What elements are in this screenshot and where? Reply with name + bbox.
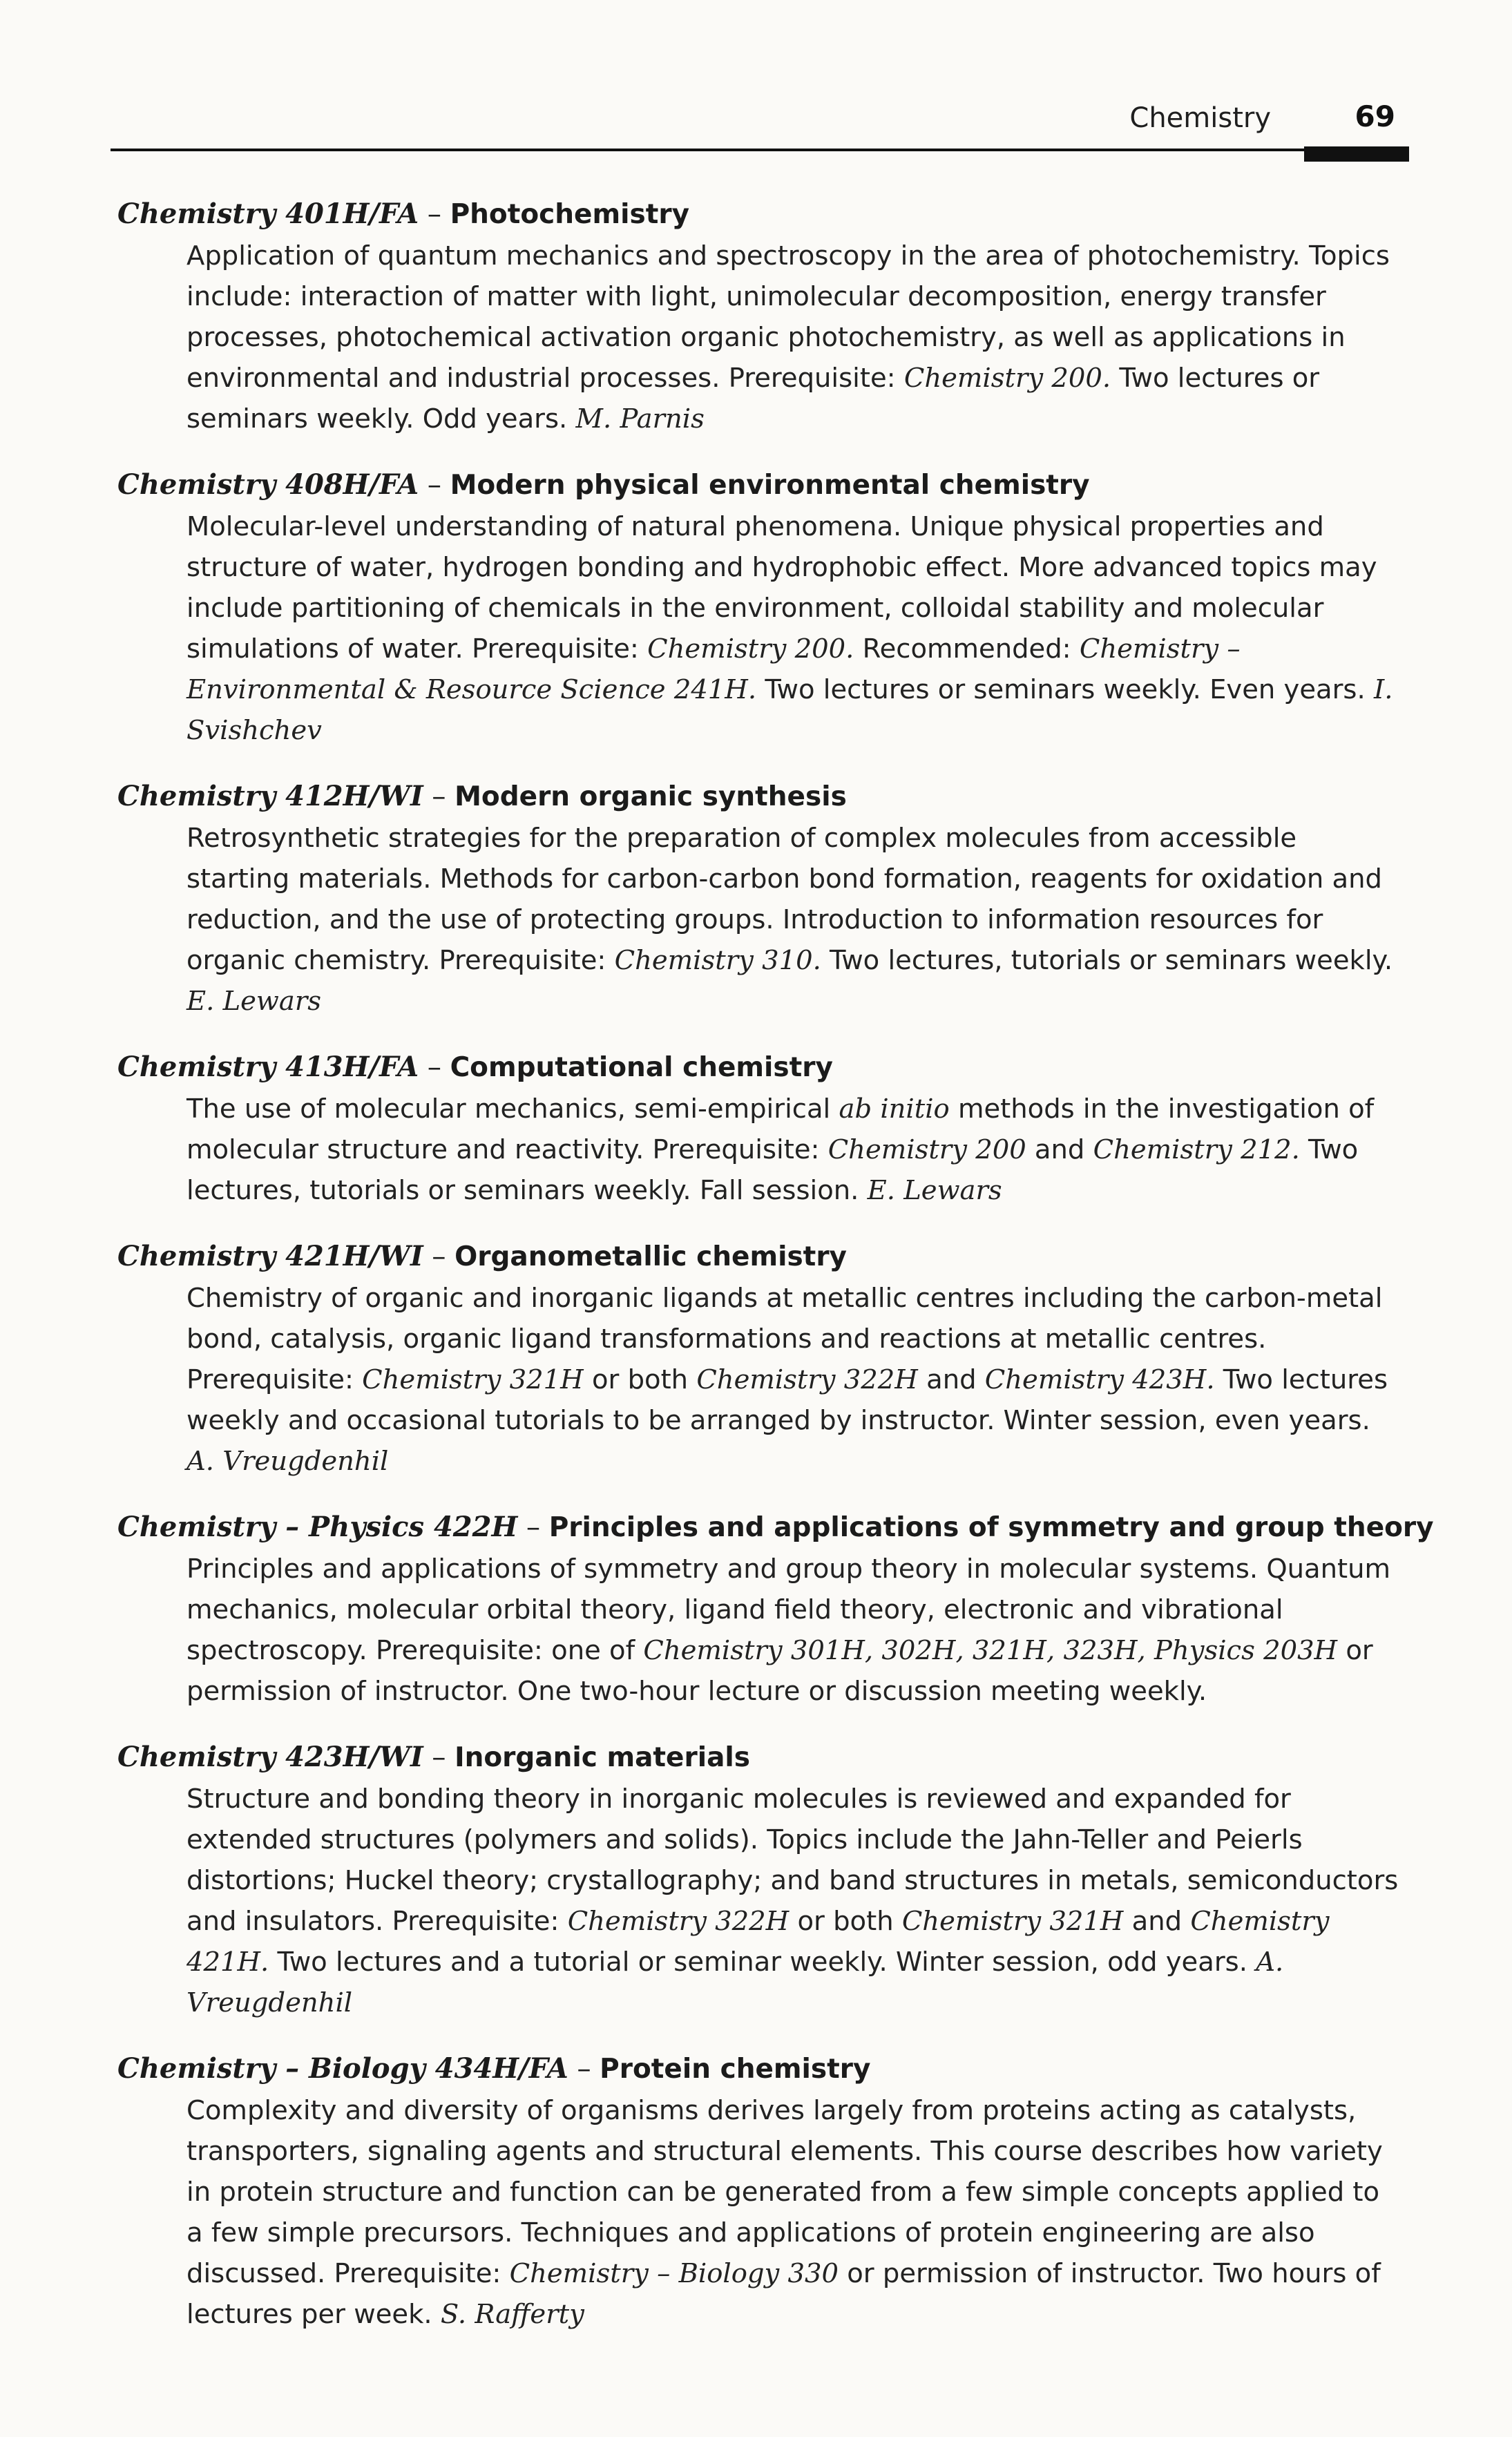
header-rule-tab	[1304, 146, 1409, 162]
course-entry	[117, 776, 1402, 1022]
course-code: Chemistry 423H/WI	[117, 1741, 423, 1773]
course-title: Modern physical environmental chemistry	[450, 470, 1090, 501]
course-title: Computational chemistry	[450, 1052, 833, 1083]
course-title: Modern organic synthesis	[454, 781, 847, 812]
description-text: and	[1026, 1134, 1093, 1165]
italic-reference: Chemistry 310.	[614, 945, 821, 976]
course-entry	[117, 1737, 1402, 2023]
course-description	[186, 1089, 1402, 1211]
course-title: Photochemistry	[450, 199, 689, 230]
italic-reference: Chemistry 321H	[362, 1364, 584, 1395]
course-entry	[117, 1047, 1402, 1211]
description-text: Two lectures weekly and occasional tutorials to be arranged by instructor. Winter session, even years.	[186, 1364, 1388, 1436]
italic-reference: Chemistry 301H, 302H, 321H, 323H, Physics 203H	[643, 1635, 1338, 1666]
course-description	[186, 818, 1402, 1022]
course-separator: –	[568, 2053, 600, 2085]
italic-reference: M. Parnis	[575, 403, 705, 434]
description-text: Two lectures and a tutorial or seminar weekly. Winter session, odd years.	[269, 1947, 1256, 1978]
description-text: Recommended:	[854, 633, 1080, 665]
course-heading	[117, 1507, 1434, 1549]
description-text: Two lectures or seminars weekly. Odd years.	[186, 363, 1320, 434]
course-entry	[117, 464, 1402, 751]
italic-reference: Chemistry – Environmental & Resource Science 241H.	[186, 633, 1241, 705]
course-entry	[117, 1507, 1434, 1712]
description-text: and	[917, 1364, 985, 1395]
description-text: Two lectures, tutorials or seminars weekly. Fall session.	[186, 1134, 1359, 1206]
italic-reference: Chemistry 421H.	[186, 1906, 1330, 1978]
course-title: Inorganic materials	[454, 1742, 751, 1773]
description-text: or permission of instructor. Two hours of lectures per week.	[186, 2258, 1381, 2330]
course-separator: –	[423, 1241, 455, 1272]
italic-reference: Chemistry 322H	[567, 1906, 790, 1937]
description-text: The use of molecular mechanics, semi-empirical	[186, 1093, 839, 1125]
course-entry	[117, 2048, 1402, 2335]
description-text: or permission of instructor. One two-hour lecture or discussion meeting weekly.	[186, 1635, 1373, 1707]
course-description	[186, 1549, 1402, 1712]
course-code: Chemistry – Biology 434H/FA	[117, 2052, 568, 2085]
description-text: Chemistry of organic and inorganic ligands at metallic centres including the carbon-metal bond, catalysis, organic ligand transformations and reactions at metallic centres. Prerequisite:	[186, 1283, 1383, 1395]
italic-reference: A. Vreugdenhil	[186, 1446, 389, 1477]
course-description	[186, 506, 1402, 751]
course-title: Protein chemistry	[600, 2054, 871, 2085]
description-text: Application of quantum mechanics and spectroscopy in the area of photochemistry. Topics include: interaction of matter with light, unimolecular decomposition, energy transfer processes, photochemical activation organic photochemistry, as well as applications in environmental and industrial processes. Prerequisite:	[186, 240, 1390, 394]
course-list	[117, 193, 1434, 2360]
course-code: Chemistry 412H/WI	[117, 780, 423, 812]
course-title: Principles and applications of symmetry and group theory	[548, 1512, 1434, 1543]
course-code: Chemistry 408H/FA	[117, 468, 419, 501]
course-heading	[117, 776, 1402, 818]
description-text: or both	[583, 1364, 697, 1395]
course-title: Organometallic chemistry	[454, 1241, 847, 1272]
course-entry	[117, 193, 1402, 439]
course-description	[186, 1779, 1402, 2023]
course-description	[186, 1278, 1402, 1482]
header-rule	[111, 149, 1409, 151]
description-text: Complexity and diversity of organisms derives largely from proteins acting as catalysts, transporters, signaling agents and structural elements. This course describes how variety in protein structure and function can be generated from a few simple concepts applied to a few simple precursors. Techniques and applications of protein engineering are also discussed. Prerequisite:	[186, 2095, 1383, 2289]
italic-reference: Chemistry – Biology 330	[509, 2258, 839, 2289]
italic-reference: ab initio	[839, 1093, 950, 1125]
italic-reference: A. Vreugdenhil	[186, 1947, 1284, 2018]
course-heading	[117, 1737, 1402, 1779]
italic-reference: Chemistry 321H	[901, 1906, 1124, 1937]
description-text: Two lectures or seminars weekly. Even years.	[756, 674, 1374, 705]
description-text: and	[1123, 1906, 1191, 1937]
course-code: Chemistry 421H/WI	[117, 1240, 423, 1272]
description-text: or both	[789, 1906, 902, 1937]
course-heading	[117, 464, 1402, 506]
course-code: Chemistry – Physics 422H	[117, 1511, 518, 1543]
italic-reference: I. Svishchev	[186, 674, 1393, 746]
italic-reference: S. Rafferty	[440, 2299, 584, 2330]
description-text: Structure and bonding theory in inorganic molecules is reviewed and expanded for extended structures (polymers and solids). Topics include the Jahn-Teller and Peierls distortions; Huckel theory; crystallography; and band structures in metals, semiconductors and insulators. Prerequisite:	[186, 1784, 1399, 1937]
course-heading	[117, 1047, 1402, 1089]
italic-reference: E. Lewars	[867, 1175, 1002, 1206]
course-code: Chemistry 401H/FA	[117, 198, 419, 230]
italic-reference: Chemistry 200.	[903, 363, 1111, 394]
course-heading	[117, 1236, 1402, 1278]
running-head-section: Chemistry	[1129, 102, 1271, 134]
course-separator: –	[419, 1051, 450, 1083]
course-separator: –	[419, 198, 450, 230]
course-code: Chemistry 413H/FA	[117, 1051, 419, 1083]
course-separator: –	[423, 781, 455, 812]
course-heading	[117, 193, 1402, 236]
description-text: Principles and applications of symmetry and group theory in molecular systems. Quantum mechanics, molecular orbital theory, ligand field theory, electronic and vibrational spectroscopy. Prerequisite: one of	[186, 1554, 1391, 1666]
italic-reference: Chemistry 212.	[1093, 1134, 1300, 1165]
course-separator: –	[419, 469, 450, 501]
description-text: Two lectures, tutorials or seminars weekly.	[821, 945, 1393, 976]
description-text: Retrosynthetic strategies for the preparation of complex molecules from accessible starting materials. Methods for carbon-carbon bond formation, reagents for oxidation and reduction, and the use of protecting groups. Introduction to information resources for organic chemistry. Prerequisite:	[186, 823, 1382, 976]
italic-reference: Chemistry 423H.	[984, 1364, 1215, 1395]
course-entry	[117, 1236, 1402, 1482]
course-description	[186, 236, 1402, 439]
italic-reference: E. Lewars	[186, 986, 322, 1017]
course-separator: –	[423, 1741, 455, 1773]
course-separator: –	[517, 1511, 549, 1543]
italic-reference: Chemistry 200.	[647, 633, 854, 665]
description-text: Molecular-level understanding of natural phenomena. Unique physical properties and structure of water, hydrogen bonding and hydrophobic effect. More advanced topics may include partitioning of chemicals in the environment, colloidal stability and molecular simulations of water. Prerequisite:	[186, 511, 1377, 665]
italic-reference: Chemistry 322H	[696, 1364, 918, 1395]
italic-reference: Chemistry 200	[827, 1134, 1026, 1165]
course-description	[186, 2090, 1402, 2335]
course-heading	[117, 2048, 1402, 2090]
page-number: 69	[1355, 99, 1395, 133]
description-text: methods in the investigation of molecular structure and reactivity. Prerequisite:	[186, 1093, 1375, 1165]
